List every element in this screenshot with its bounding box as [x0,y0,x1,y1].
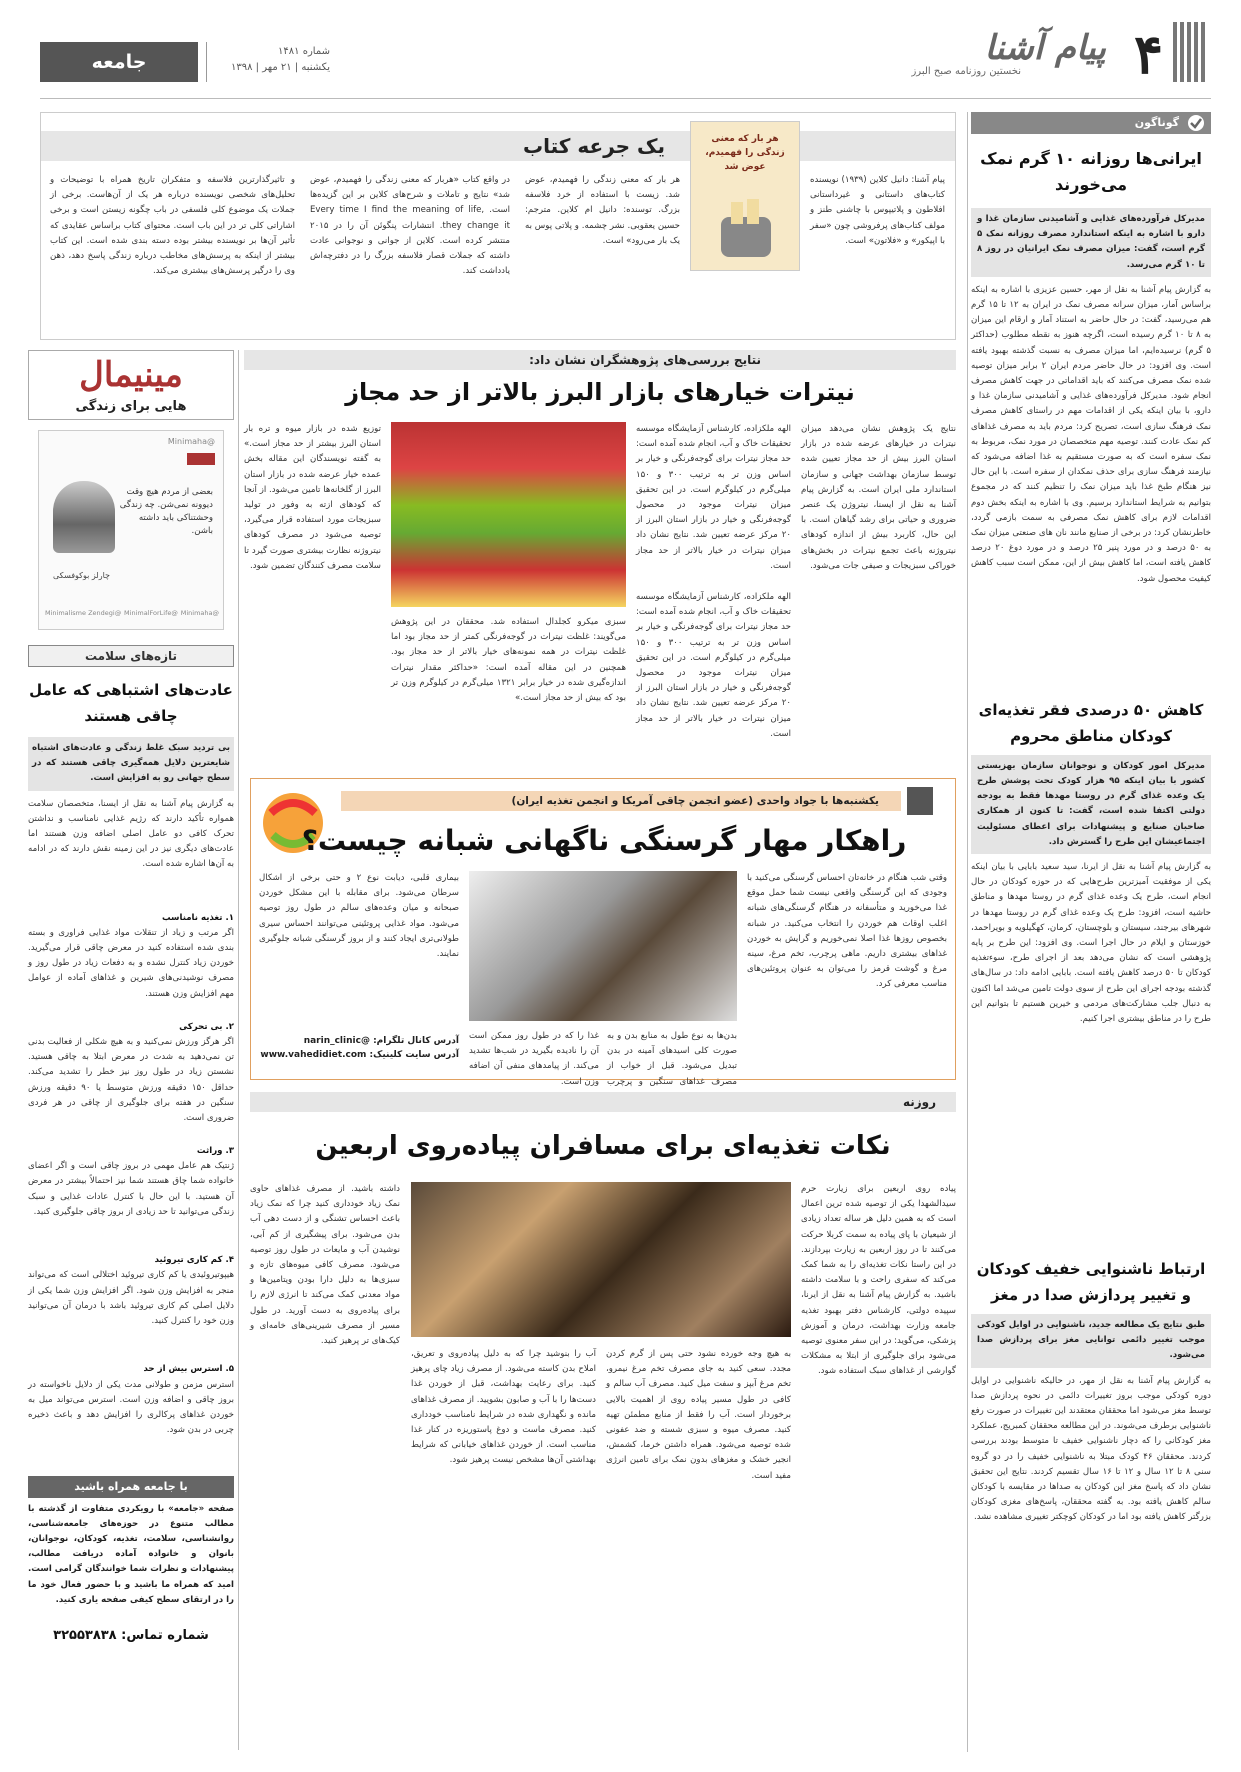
masthead-rule [40,98,1211,99]
book-col-4: و تاثیرگذارترین فلاسفه و متفکران تاریخ همراه با توضیحات و تحلیل‌های شخصی نویسنده درباره هر یک از آن‌هاست. برخی از جملات یک موضوع کلی فلسفی در باب چگونه زیستن است و برخی اشاراتی کلی‌ تر در این باب است. محتوای کتاب براساس عقایدی که تأثیر آن‌ها بر نویسنده بیشتر بوده دسته بندی شده است. این کتاب بیشتر از اینکه به پرسش‌های مخاطب درباره زندگی پاسخ دهد، ذهن وی را درگیر پرسش‌های بیشتری می‌کند. [50,175,295,277]
health-h5: ۵. استرس بیش از حد [143,1364,234,1375]
book-col-1: پیام آشنا: دانیل کلاین (۱۹۳۹) نویسنده کتاب‌های داستانی و غیرداستانی افلاطون و پلاتیپوس با چاشنی طنز و مولف کتاب‌های پرفروشی چون «سفر با اپیکور» و «فلاتون» است. [810,175,945,246]
health-p2: اگر مرتب و زیاد از تنقلات مواد غذایی فراوری و بسته بندی شده استفاده کنید در معرض چاقی قرار می‌گیرید. خوردن زیاد کنترل نشده و به دفعات زیاد در طول روز و مصرف نوشیدنی‌های شیرین و غذاهای آماده از عوامل مهم افزایش وزن هستند. [28,927,234,999]
author-portrait [907,787,933,815]
with-us-phone: شماره تماس: ۳۲۵۵۳۸۳۸ [53,1627,209,1643]
nitrate-col-2: الهه ملکزاده، کارشناس آزمایشگاه موسسه تحقیقات خاک و آب، انجام شده آمده است: حد مجاز نیترات برای گوجه‌فرنگی و خیار بر اساس وزن تر به ترتیب ۳۰۰ و ۱۵۰ میلی‌گرم در کیلوگرم است. در این تحقیق میزان نیترات موجود در محصول گوجه‌فرنگی و خیار در بازار استان البرز از ۲۰ مرکز عرضه تعیین شد. نتایج نشان داد میزان نیترات در خیار بالاتر از حد مجاز است. [636,424,791,571]
minimal-quote: بعضی از مردم هیچ وقت دیوونه نمی‌شن. چه زندگی وحشتناکی باید داشته باشن. [119,487,213,536]
minimal-foot-3: @Minimalisme Zendegi [45,609,122,617]
hunger-site[interactable]: آدرس سایت کلینیک: www.vahedidiet.com [260,1050,459,1060]
stripes-graphic [1171,22,1211,82]
misc-label: گوناگون [1134,116,1179,129]
misc-label-bar [971,112,1211,134]
author-photo [53,481,115,553]
issue-info [210,44,330,76]
health-lead: بی تردید سبک غلط زندگی و عادت‌های اشتباه شایعترین دلایل همه‌گیری چاقی هستند که در سطح جهانی رو به افزایش است. [28,737,234,791]
arbaeen-col-2: به هیچ وجه خورده نشود حتی پس از گرم کردن مجدد. سعی کنید به جای مصرف تخم مرغ نیمرو، تخم مرغ آبپز و سفت میل کنید. مصرف آب سالم و کافی در طول مسیر پیاده روی از اهمیت بالایی برخوردار است. آب را فقط از منابع مطمئن تهیه کنید. مصرف میوه و سبزی شسته و ضد عفونی شده توصیه می‌شود. همراه داشتن خرما، کشمش، انجیر خشک و مغزهای بدون نمک برای تامین انرژی مفید است. [606,1349,791,1481]
page-number: ۴ [1133,22,1163,86]
hunger-channel: آدرس کانال تلگرام: @narin_clinic [303,1036,459,1046]
book-section [40,112,956,340]
poverty-article-title: کاهش ۵۰ درصدی فقر تغذیه‌ای کودکان مناطق محروم [978,700,1204,745]
nitrate-col-4: توزیع شده در بازار میوه و تره بار استان البرز بیشتر از حد مجاز است.» به گفته نویسندگان این مقاله بخش عمده خیار عرضه شده در بازار استان البرز از گلخانه‌ها تامین می‌شود. از آنجا که کودهای ازته به وفور در تولید سبزیجات مورد استفاده قرار می‌گیرد، توصیه می‌شود در مصرف کودهای نیتروژنه نظارت بیشتری صورت گیرد تا سلامت مصرف کنندگان تضمین شود. [244,424,381,571]
hunger-col-2: بدن‌ها به نوع طول به منابع بدن و به صورت کلی اسیدهای آمینه در بدن تبدیل می‌شود. قبل از خواب از مصرف غذاهای سنگین و پرچرب [607,1031,737,1087]
book-col-3: در واقع کتاب «هربار که معنی زندگی را فهمیدم، عوض شد» نتایج و تاملات و شرح‌های کلاین بر این گزیده‌ها است. Every time I find the meaning of life, they change it. انتشارات پنگوئن آن را در ۲۰۱۵ منتشر کرده است. کلاین از جوانی و نوجوانی عادت داشته که جملات قصار فلاسفه بزرگ را در دفترچه‌اش یادداشت کند. [310,175,510,277]
health-h4: ۴. کم کاری تیروئید [154,1255,234,1266]
minimal-box [28,350,234,640]
poverty-article-lead: مدیرکل امور کودکان و نوجوانان سازمان بهزیستی کشور با بیان اینکه ۹۵ هزار کودک تحت پوشش طرح یک وعده غذای گرم در روستا مهدها فقط به بودجه دولتی اکتفا شده است، گفت: تا کنون از همکاری صاحبان صنایع و پیشنهادات برای اعطای مسئولیت اجتماعیشان این طرح را گسترش داد. [971,755,1211,854]
hunger-contact [259,1034,459,1062]
nitrate-kicker: نتایج بررسی‌های پژوهشگران نشان داد: [529,353,761,367]
nitrate-article [244,350,956,770]
with-us-body: صفحه «جامعه» با رویکردی متفاوت از گذشته با مطالب متنوع در حوزه‌های جامعه‌شناسی، روانشناسی، سلامت، تغذیه، کودکان، نوجوانان، بانوان و خانواده آماده دریافت مطالب، پیشنهادات و نظرات شما خوانندگان گرامی است. امید که همراه ما باشید و با حضور فعال خود ما را در ارتقای سطح کیفی صفحه یاری کنید. [28,1503,234,1605]
nitrate-col-1: نتایج یک پژوهش نشان می‌دهد میزان نیترات در خیارهای عرضه شده در بازار استان البرز بیش از حد مجاز تعیین شده توسط سازمان بهداشت جهانی و سازمان استاندارد ملی ایران است. به گزارش پیام آشنا به نقل از ایسنا، نیتروژن یک عنصر ضروری و حیاتی برای رشد گیاهان است. با این حال، کاربرد بیش از اندازه کودهای نیتروژنه باعث تجمع نیترات در بخش‌های خوراکی سبزیجات و صیفی جات می‌شود. [801,424,956,571]
hunger-col-3: غذا را که در طول روز ممکن است آن را نادیده بگیرید در شب‌ها تشدید می‌کند. از پیامدهای منفی آن اضافه وزن است. [469,1031,599,1087]
nitrate-col-3: سبزی میکرو کجلدال استفاده شد. محققان در این پژوهش می‌گویند: غلظت نیترات در گوجه‌فرنگی کمتر از حد مجاز بود اما غلظت نیترات در همه نمونه‌های خیار بالاتر از حد مجاز بود. همچنین در این مقاله آمده است: «حداکثر مقدار نیترات اندازه‌گیری شده در خیار برابر ۱۳۲۱ میلی‌گرم در کیلوگرم وزن تر بود که بیش از حد مجاز است.» [391,617,626,704]
arbaeen-col-1: پیاده روی اربعین برای زیارت حرم سیدالشهدا یکی از توصیه شده ترین اعمال است که به همین دلیل هر ساله تعداد زیادی از شیعیان با پای پیاده به سمت کربلا حرکت می‌کنند تا در روز اربعین به زیارت بپردازند. در این راستا نکات تغذیه‌ای را به شما کمک می‌کند که سفری راحت و با سلامت داشته باشید. به گزارش پیام آشنا به نقل از ایرنا، سپیده دولتی، کارشناس دفتر بهبود تغذیه جامعه وزارت بهداشت، درمان و آموزش پزشکی، می‌گوید: در این سفر معنوی توصیه می‌شود برای جلوگیری از ابتلا به مشکلات گوارشی از غذاهای سبک استفاده شود. [801,1184,956,1377]
minimal-foot-2: @MinimalForLife [124,609,178,617]
checkmark-icon [1187,114,1205,132]
masthead-stripes [1171,22,1211,82]
minimal-foot-1: @Minimaha [180,609,219,617]
health-label: تازه‌های سلامت [28,645,234,667]
with-us-label: با جامعه همراه باشید [28,1476,234,1498]
health-p3: اگر هرگز ورزش نمی‌کنید و به هیچ شکلی از فعالیت بدنی تن نمی‌دهید به شدت در معرض ابتلا به چاقی هستید. نشستن زیاد در طول روز نیز خطر را تشدید می‌کند. حداقل ۱۵۰ دقیقه ورزش متوسط یا ۹۰ دقیقه ورزش سنگین در هفته برای جلوگیری از چاقی در هر فردی ضروری است. [28,1037,234,1124]
right-column-divider [967,112,968,1752]
hunger-kicker: یکشنبه‌ها با جواد واحدی (عضو انجمن چاقی آمریکا و انجمن تغذیه ایران) [511,795,879,807]
book-cover-title: هر بار که معنی زندگی را فهمیدم، عوض شد [705,134,785,172]
masthead-divider [206,42,207,82]
tagline: نخستین روزنامه صبح البرز [911,66,1021,77]
arbaeen-col-3: آب را بنوشید چرا که به دلیل پیاده‌روی و تعریق، املاح بدن کاسته می‌شود. از مصرف زیاد چای پرهیز کنید. برای رعایت بهداشت، قبل از خوردن غذا دست‌ها را با آب و صابون بشویید. از مصرف غذاهای مانده و نگهداری شده در شرایط نامناسب خودداری کنید. مصرف ماست و دوغ پاستوریزه در کنار غذا مناسب است. از خوردن غذاهای خیابانی که شرایط بهداشتی آن‌ها مشخص نیست پرهیز شود. [411,1349,596,1466]
health-column [28,645,234,1755]
health-title: عادت‌های اشتباهی که عامل چاقی هستند [29,681,233,725]
minimal-title: مینیمال [79,355,183,395]
arbaeen-title: نکات تغذیه‌ای برای مسافران پیاده‌روی اربعین [315,1131,891,1161]
left-column-divider [238,350,239,1750]
arbaeen-label-strip [250,1092,956,1112]
health-h2: ۲. بی تحرکی [179,1021,234,1032]
issue-date: یکشنبه | ۲۱ مهر | ۱۳۹۸ [231,62,330,73]
hearing-article-lead: طبق نتایج یک مطالعه جدید، ناشنوایی در اوایل کودکی موجب تغییر دائمی توانایی مغز برای پردازش صدا می‌شود. [971,1314,1211,1368]
minimal-author: چارلز بوکوفسکی [53,571,110,580]
hearing-article-title: ارتباط ناشنوایی خفیف کودکان و تغییر پردازش صدا در مغز [976,1260,1206,1305]
arbaeen-label: روزنه [902,1095,936,1109]
minimal-subtitle: هایی برای زندگی [75,399,187,414]
arbaeen-article [250,1092,956,1757]
fridge-photo [469,871,737,1021]
toaster-icon [716,197,776,262]
brand-logo: پیام آشنا [984,28,1106,68]
right-column [971,112,1211,1752]
health-h3: ۳. وراثت [196,1146,234,1157]
pilgrims-photo [411,1182,791,1337]
health-h1: ۱. تغذیه نامناسب [161,912,234,923]
hunger-col-4: بیماری قلبی، دیابت نوع ۲ و حتی برخی از اشکال سرطان می‌شود. برای مقابله با این مشکل خوردن صبحانه و میان وعده‌های سالم در طول روز توصیه می‌شود. مواد غذایی پروتئینی می‌توانند احساس سیری طولانی‌تری ایجاد کنند و از بروز گرسنگی شبانه جلوگیری نمایند. [259,873,459,960]
salt-article-body: به گزارش پیام آشنا به نقل از مهر، حسین عزیزی با اشاره به اینکه براساس آمار، میزان سرانه مصرف نمک در ایران به ۱۲ تا ۱۵ گرم هم می‌رسید، گفت: در حال حاضر به استناد آمار و ارقام این میزان به ۸ تا ۱۰ گرم رسیده است، اگرچه هنوز به نقطه مطلوب (حداکثر ۵ گرم) نرسیده‌ایم، اما میزان مصرف به نسبت گذشته بهبود یافته است. وی افزود: در حال حاضر مردم ایران ۲ برابر میزان توصیه شده نمک مصرف می‌کنند که باید اقداماتی در جهت کاهش مصرف انجام شود. مدیرکل فرآورده‌های غذایی و آشامیدنی سازمان غذا و دارو، با بیان اینکه یکی از اقدامات مهم در راستای کاهش مصرف نمک فرهنگ سازی است، تصریح کرد: مردم باید به مصرف غذاهای کم نمک عادت کنند. توصیه مهم متخصصان در مورد نمک، مربوط به نمک سفره است که به صورت مستقیم به غذا اضافه می‌شود که نیازمند فرهنگ سازی برای حذف نمکدان از سفره است. با این حال نیز هنگام طبخ غذا باید میزان نمک را تنظیم کنند که در مجموع بتوانیم به شرایط استاندارد برسیم. وی با اشاره به اینکه بخش دوم اقدامات لازم برای کاهش نمک مصرفی به سمت بازمی گردد، خاطرنشان کرد: در برخی از صنایع مانند نان های صنعتی میزان نمک به ۵۰ درصد و در مورد پنیر ۲۵ درصد و در مورد دوغ ۲۰ درصد کاهش یافته است، اما کاهش بیش از این، ممکن است سبب کاهش کیفیت محصول شود. [971,284,1211,584]
masthead [40,22,1211,94]
minimal-footer [45,609,219,617]
poverty-article-body: به گزارش پیام آشنا به نقل از ایرنا، سید سعید بابایی با بیان اینکه یکی از موفقیت آمیزترین طرح‌هایی که در حوزه کودکان در حال انجام است، طرح یک وعده غذای گرم در روستا مهدها و مناطق حاشیه است، افزود: طرح یک وعده غذای گرم در روستا مهدها در شهرهای بیرجند، سیستان و بلوچستان، کرمان، کهگیلویه و بویراحمد، خوزستان و ایلام در حال اجرا است. وی افزود: این طرح بر پایه پژوهشی است که نشان می‌دهد بعد از اجرای طرح، سوءتغذیه کودکان تا ۵۰ درصد کاهش یافته است. بابایی ادامه داد: در سال‌های گذشته بودجه اجرای این طرح از سوی دولت تامین می‌شد اما اکنون به دنبال جلب مشارکت‌های مردمی و خیرین هستیم تا بتوانیم این طرح را در مناطق بیشتری اجرا کنیم. [971,862,1211,1025]
hunger-col-1: وقتی شب هنگام در خانه‌تان احساس گرسنگی می‌کنید با وجودی که این گرسنگی واقعی نیست شما حمل موقع غذا می‌خورید و متأسفانه در هنگام گرسنگی‌های شبانه اغلب اوقات هم خوردن را انتخاب می‌کنید. در شبانه بخصوص روزها غذا اصلا نمی‌خوریم و گرایش به خوردن غذاهای بیشتری داریم. ماهی پرچرب، تخم مرغ، سینه مرغ و گوشت قرمز را می‌توان به عنوان پروتئین‌های مناسب معرفی کرد. [747,873,947,990]
nitrate-title: نیترات خیارهای بازار البرز بالاتر از حد مجاز [345,378,855,406]
book-header-strip [41,131,955,161]
minimal-handle: @Minimaha [167,437,215,446]
minimal-card [38,430,224,630]
section-name: جامعه [40,42,198,82]
salt-article-title: ایرانی‌ها روزانه ۱۰ گرم نمک می‌خورند [980,149,1202,194]
minimal-mini-logo [187,453,215,465]
minimal-header [28,350,234,420]
health-p6: استرس مزمن و طولانی مدت یکی از دلایل ناخواسته در بروز چاقی و اضافه وزن است. استرس می‌تواند میل به خوردن غذاهای پرکالری را افزایش دهد و باعث ذخیره چربی در بدن شود. [28,1379,234,1436]
book-col-2: هر بار که معنی زندگی را فهمیدم، عوض شد. زیست با استفاده از خرد فلاسفه بزرگ. توسنده: دانیل ام کلاین. مترجم: حسین یعقوبی. نشر چشمه. و پلاتی پوس به یک بار می‌رود» است. [525,175,680,246]
hunger-article [250,778,956,1087]
nitrate-col-2b: الهه ملکزاده، کارشناس آزمایشگاه موسسه تحقیقات خاک و آب، انجام شده آمده است: حد مجاز نیترات برای گوجه‌فرنگی و خیار بر اساس وزن تر به ترتیب ۳۰۰ و ۱۵۰ میلی‌گرم در کیلوگرم است. در این تحقیق میزان نیترات موجود در محصول گوجه‌فرنگی و خیار در بازار استان البرز از ۲۰ مرکز عرضه تعیین شد. نتایج نشان داد میزان نیترات در خیار بالاتر از حد مجاز است. [636,592,791,739]
hearing-article-body: به گزارش پیام آشنا به نقل از مهر، در حالیکه ناشنوایی در اوایل دوره کودکی موجب بروز تغییرات دائمی در نحوه پردازش صدا توسط مغز می‌شود اما محققان معتقدند این تغییرات در صورت رفع ناشنوایی برطرف می‌شوند. در این مطالعه محققان کمبریج، عملکرد مغز کودکانی را که دچار ناشنوایی خفیف تا متوسط بودند بررسی کردند. محققان ۴۶ کودک مبتلا به ناشنوایی خفیف را در دو گروه سنی ۸ تا ۱۲ سال و ۱۲ تا ۱۶ سال تقسیم کردند. نتایج این تحقیق نشان داد که پاسخ مغز این کودکان به صداها در مقایسه با کودکان سالم کاهش یافته بود. به گفته محققان، پاسخ‌های مغزی کودکان بزرگتر کاهش یافته بود اما در کودکان کوچکتر تغییری مشاهده نشد. [971,1375,1211,1523]
issue-number: شماره ۱۴۸۱ [278,46,330,57]
hunger-title: راهکار مهار گرسنگی ناگهانی شبانه چیست؟ [301,824,907,857]
health-p5: هیپوتیروئیدی یا کم کاری تیروئید اختلالی است که می‌تواند منجر به افزایش وزن شود. اگر افزایش وزن شما یکی از دلایل اصلی کم کاری تیروئید باشد با درمان آن می‌توانید وزن خود را کنترل کنید. [28,1270,234,1327]
book-cover [690,121,800,271]
salt-article-lead: مدیرکل فرآورده‌های غذایی و آشامیدنی سازمان غذا و دارو با اشاره به اینکه استاندارد مصرف روزانه نمک ۵ گرم است، گفت: میزان مصرف نمک ایرانیان در روز ۸ تا ۱۰ گرم می‌رسد. [971,208,1211,277]
book-section-title: یک جرعه کتاب [523,134,665,158]
health-p4: ژنتیک هم عامل مهمی در بروز چاقی است و اگر اعضای خانواده شما چاق هستند شما نیز احتمالاً بیشتر در معرض آن هستید. با این حال با کنترل عادات غذایی و سبک زندگی می‌توانید تا حد زیادی از بروز چاقی جلوگیری کنید. [28,1161,234,1217]
arbaeen-col-4: داشته باشید. از مصرف غذاهای حاوی نمک زیاد خودداری کنید چرا که نمک زیاد باعث احساس تشنگی و از دست دهی آب بدن می‌شود. برای پیشگیری از کم آبی، نوشیدن آب و مایعات در طول روز توصیه می‌شود. مصرف کافی میوه‌های تازه و سبزی‌ها به دلیل دارا بودن ویتامین‌ها و مواد معدنی کمک می‌کند تا انرژی لازم را برای پیاده‌روی به دست آورید. در طول مسیر از مصرف شیرینی‌های خامه‌ای و کیک‌های تر پرهیز کنید. [250,1184,400,1347]
health-p1: به گزارش پیام آشنا به نقل از ایسنا، متخصصان سلامت همواره تأکید دارند که رژیم غذایی نامناسب و نداشتن تحرک کافی دو عامل اصلی اضافه وزن هستند اما عادت‌های دیگری نیز در این زمینه نقش دارند که در ادامه به آن‌ها اشاره شده است. [28,798,234,870]
vegetables-photo [391,422,626,607]
